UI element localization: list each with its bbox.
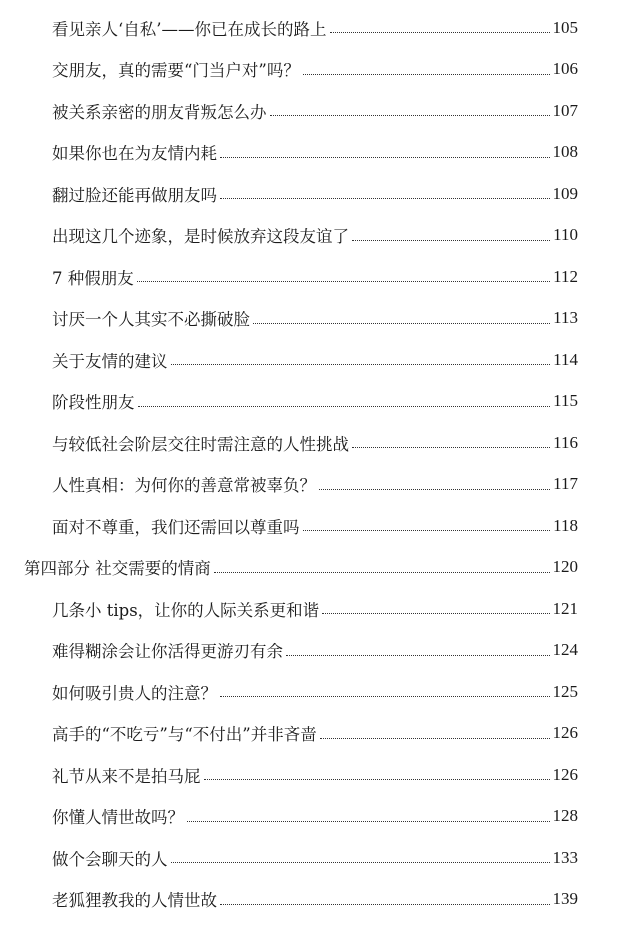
toc-entry[interactable] (0, 298, 620, 340)
toc-entry[interactable] (0, 713, 620, 755)
toc-entry-page: 108 (552, 142, 578, 162)
toc-entry[interactable] (0, 215, 620, 257)
toc-entry[interactable] (0, 630, 620, 672)
toc-entry-page: 128 (552, 806, 578, 826)
toc-entry[interactable] (0, 7, 620, 49)
toc-entry-title: 人性真相：为何你的善意常被辜负？ (52, 476, 316, 496)
toc-entry-page: 139 (552, 889, 578, 909)
toc-entry[interactable] (0, 505, 620, 547)
toc-part-heading[interactable] (0, 547, 620, 589)
toc-entry-title: 7 种假朋友 (52, 268, 134, 288)
toc-entry-page: 114 (553, 349, 578, 369)
dot-leader (137, 281, 550, 282)
dot-leader (320, 738, 550, 739)
toc-entry-page: 110 (553, 225, 578, 245)
dot-leader (214, 572, 550, 573)
toc-entry-page: 115 (553, 391, 578, 411)
toc-entry-title: 被关系亲密的朋友背叛怎么办 (52, 102, 267, 122)
toc-entry[interactable] (0, 49, 620, 91)
toc-entry-page: 121 (552, 598, 578, 618)
dot-leader (187, 821, 550, 822)
dot-leader (322, 613, 549, 614)
dot-leader (220, 157, 550, 158)
dot-leader (171, 862, 550, 863)
toc-entry-title: 出现这几个迹象，是时候放弃这段友谊了 (52, 227, 349, 247)
dot-leader (330, 32, 550, 33)
dot-leader (171, 364, 551, 365)
toc-entry-title: 几条小 tips，让你的人际关系更和谐 (52, 600, 320, 620)
toc-entry[interactable] (0, 671, 620, 713)
toc-entry-page: 124 (552, 640, 578, 660)
toc-entry[interactable] (0, 381, 620, 423)
toc-entry[interactable] (0, 90, 620, 132)
dot-leader (286, 655, 550, 656)
table-of-contents (0, 7, 620, 920)
toc-entry-title: 老狐狸教我的人情世故 (52, 891, 217, 911)
toc-entry-page: 133 (552, 847, 578, 867)
toc-entry-page: 109 (552, 183, 578, 203)
toc-entry-title: 难得糊涂会让你活得更游刃有余 (52, 642, 283, 662)
toc-entry[interactable] (0, 422, 620, 464)
toc-entry-title: 看见亲人‘自私’——你已在成长的路上 (52, 19, 327, 39)
toc-entry-title: 与较低社会阶层交往时需注意的人性挑战 (52, 434, 349, 454)
toc-entry-page: 113 (553, 308, 578, 328)
toc-entry[interactable] (0, 173, 620, 215)
toc-entry-page: 118 (553, 515, 578, 535)
toc-entry-title: 如何吸引贵人的注意？ (52, 683, 217, 703)
toc-entry[interactable] (0, 256, 620, 298)
toc-entry-page: 116 (553, 432, 578, 452)
toc-entry-title: 关于友情的建议 (52, 351, 168, 371)
toc-entry-title: 如果你也在为友情内耗 (52, 144, 217, 164)
toc-entry-page: 126 (552, 764, 578, 784)
dot-leader (220, 904, 550, 905)
dot-leader (352, 240, 550, 241)
toc-entry[interactable] (0, 879, 620, 921)
toc-entry-title: 你懂人情世故吗？ (52, 808, 184, 828)
dot-leader (253, 323, 550, 324)
toc-entry-title: 交朋友，真的需要“门当户对”吗？ (52, 61, 300, 81)
dot-leader (138, 406, 551, 407)
dot-leader (303, 74, 550, 75)
dot-leader (352, 447, 550, 448)
toc-entry-page: 117 (553, 474, 578, 494)
dot-leader (220, 696, 550, 697)
toc-entry-title: 面对不尊重，我们还需回以尊重吗 (52, 517, 300, 537)
toc-entry[interactable] (0, 339, 620, 381)
toc-entry-page: 106 (552, 59, 578, 79)
toc-entry-title: 礼节从来不是拍马屁 (52, 766, 201, 786)
toc-entry-page: 126 (552, 723, 578, 743)
toc-entry-title: 翻过脸还能再做朋友吗 (52, 185, 217, 205)
toc-entry[interactable] (0, 837, 620, 879)
toc-entry-title: 讨厌一个人其实不必撕破脸 (52, 310, 250, 330)
dot-leader (204, 779, 550, 780)
toc-entry-page: 120 (552, 557, 578, 577)
toc-entry-title: 阶段性朋友 (52, 393, 135, 413)
toc-entry-page: 112 (553, 266, 578, 286)
toc-entry[interactable] (0, 588, 620, 630)
toc-entry-page: 107 (552, 100, 578, 120)
dot-leader (220, 198, 550, 199)
toc-entry-title: 做个会聊天的人 (52, 849, 168, 869)
dot-leader (319, 489, 550, 490)
toc-entry-title: 高手的“不吃亏”与“不付出”并非吝啬 (52, 725, 317, 745)
toc-entry[interactable] (0, 796, 620, 838)
toc-entry-page: 125 (552, 681, 578, 701)
toc-entry-title: 第四部分 社交需要的情商 (24, 559, 211, 579)
toc-entry[interactable] (0, 754, 620, 796)
toc-entry[interactable] (0, 464, 620, 506)
dot-leader (303, 530, 551, 531)
dot-leader (270, 115, 550, 116)
toc-entry-page: 105 (552, 17, 578, 37)
toc-entry[interactable] (0, 132, 620, 174)
